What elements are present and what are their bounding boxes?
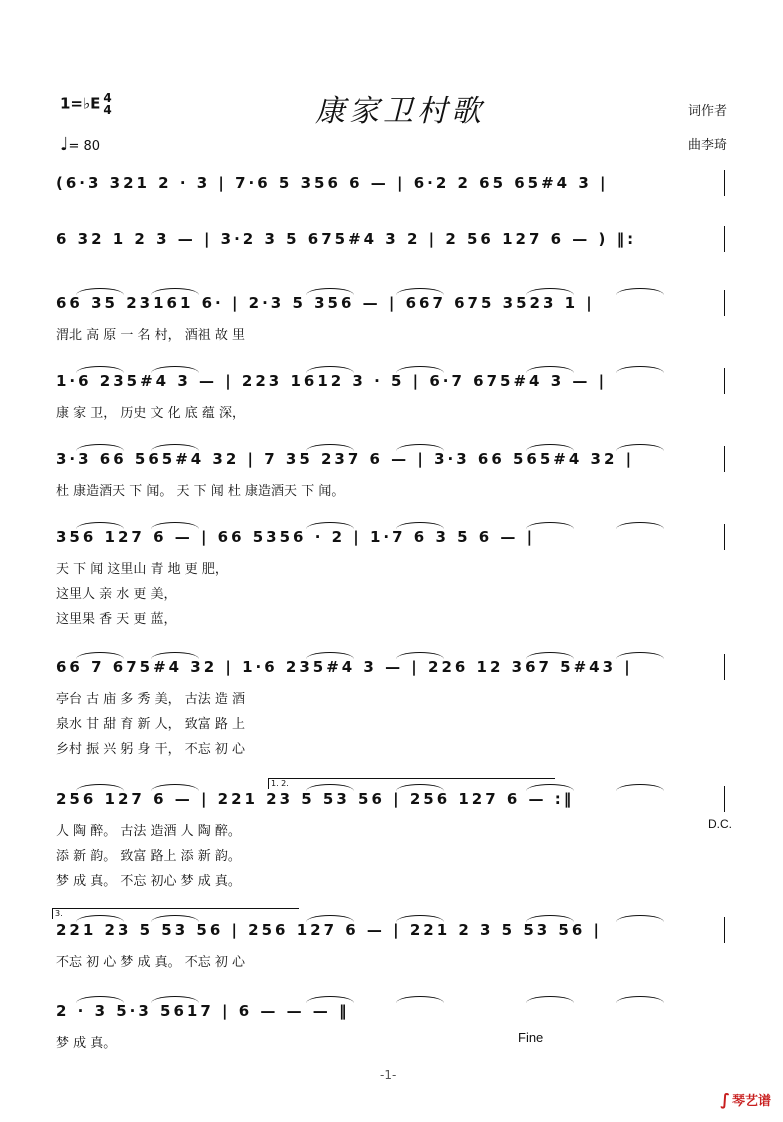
slur bbox=[76, 652, 124, 659]
lyric-line: 人 陶 醉。 古法 造酒 人 陶 醉。 bbox=[56, 824, 241, 839]
time-signature bbox=[103, 92, 111, 116]
lyric-line: 不忘 初 心 梦 成 真。 不忘 初 心 bbox=[56, 955, 246, 970]
barline bbox=[724, 654, 725, 680]
notation-line: 2 · 3 5·3 5617 | 6 — — — ‖ bbox=[56, 1002, 350, 1020]
slur bbox=[151, 444, 199, 451]
time-num: 4 bbox=[103, 91, 112, 105]
barline bbox=[724, 524, 725, 550]
volta-3 bbox=[52, 908, 299, 919]
lyric-line: 梦 成 真。 不忘 初心 梦 成 真。 bbox=[56, 874, 241, 889]
lyric-line: 天 下 闻 这里山 青 地 更 肥， bbox=[56, 562, 228, 577]
slur bbox=[151, 522, 199, 529]
volta-1-2 bbox=[268, 778, 555, 789]
lyric-line: 康 家 卫， 历史 文 化 底 蕴 深， bbox=[56, 406, 246, 421]
fine-marking: Fine bbox=[518, 1030, 544, 1045]
slur bbox=[526, 522, 574, 529]
system-3 bbox=[56, 294, 726, 374]
time-den: 4 bbox=[103, 103, 112, 117]
slur bbox=[151, 996, 199, 1003]
slur bbox=[526, 444, 574, 451]
key-signature bbox=[60, 92, 112, 116]
slur bbox=[616, 784, 664, 791]
notation-line: 6 32 1 2 3 — | 3·2 3 5 675#4 3 2 | 2 56 127 6 — ) ‖: bbox=[56, 230, 637, 248]
slur bbox=[151, 652, 199, 659]
slur bbox=[396, 444, 444, 451]
song-title: 康家卫村歌 bbox=[315, 94, 485, 129]
slur bbox=[396, 652, 444, 659]
logo-text: 琴艺谱 bbox=[731, 1094, 771, 1109]
system-6 bbox=[56, 528, 726, 627]
barline bbox=[724, 290, 725, 316]
barline bbox=[724, 446, 725, 472]
slur bbox=[396, 522, 444, 529]
slur bbox=[306, 996, 354, 1003]
lyric-line: 添 新 韵。 致富 路上 添 新 韵。 bbox=[56, 849, 241, 864]
slur bbox=[306, 444, 354, 451]
slur bbox=[616, 444, 664, 451]
site-logo bbox=[720, 1090, 771, 1109]
slur bbox=[396, 366, 444, 373]
slur bbox=[526, 288, 574, 295]
slur bbox=[526, 996, 574, 1003]
slur bbox=[396, 915, 444, 922]
lyric-line: 渭北 高 原 一 名 村， 酒祖 故 里 bbox=[56, 328, 246, 343]
lyric-line: 梦 成 真。 bbox=[56, 1036, 117, 1051]
notation-line: 256 127 6 — | 221 23 5 53 56 | 256 127 6 — :‖ bbox=[56, 790, 575, 808]
notation-line: (6·3 321 2 · 3 | 7·6 5 356 6 — | 6·2 2 65 65#4 3 | bbox=[56, 174, 609, 192]
key-label: 1=♭E bbox=[60, 94, 101, 113]
slur bbox=[616, 288, 664, 295]
barline bbox=[724, 368, 725, 394]
slur bbox=[616, 366, 664, 373]
lyricist: 词作者 bbox=[687, 104, 727, 119]
system-8 bbox=[56, 790, 726, 889]
barline bbox=[724, 170, 725, 196]
slur bbox=[76, 784, 124, 791]
system-5 bbox=[56, 450, 726, 530]
slur bbox=[306, 522, 354, 529]
lyric-line: 泉水 甘 甜 育 新 人， 致富 路 上 bbox=[56, 717, 246, 732]
notation-line: 356 127 6 — | 66 5356 · 2 | 1·7 6 3 5 6 — | bbox=[56, 528, 536, 546]
slur bbox=[76, 288, 124, 295]
volta-3-label: 3. bbox=[55, 909, 63, 918]
slur bbox=[151, 288, 199, 295]
slur bbox=[526, 652, 574, 659]
system-7 bbox=[56, 658, 726, 757]
dc-marking: D.C. bbox=[708, 817, 732, 831]
quarter-note-icon: ♩ bbox=[60, 134, 69, 155]
composer: 曲李琦 bbox=[687, 138, 727, 153]
system-4 bbox=[56, 372, 726, 452]
barline bbox=[724, 226, 725, 252]
slur bbox=[616, 915, 664, 922]
slur bbox=[616, 522, 664, 529]
lyric-line: 乡村 振 兴 躬 身 干， 不忘 初 心 bbox=[56, 742, 246, 757]
slur bbox=[616, 996, 664, 1003]
barline bbox=[724, 786, 725, 812]
barline bbox=[724, 917, 725, 943]
lyric-line: 这里果 香 天 更 蓝， bbox=[56, 612, 177, 627]
system-9 bbox=[56, 921, 726, 1001]
slur bbox=[151, 366, 199, 373]
tempo-value: = 80 bbox=[68, 139, 101, 154]
slur bbox=[76, 444, 124, 451]
lyric-line: 这里人 亲 水 更 美， bbox=[56, 587, 177, 602]
page-number: -1- bbox=[380, 1068, 397, 1082]
slur bbox=[526, 915, 574, 922]
lyric-line: 亭台 古 庙 多 秀 美， 古法 造 酒 bbox=[56, 692, 246, 707]
notation-line: 221 23 5 53 56 | 256 127 6 — | 221 2 3 5 53 56 | bbox=[56, 921, 603, 939]
slur bbox=[396, 996, 444, 1003]
notation-line: 66 35 23161 6· | 2·3 5 356 — | 667 675 3523 1 | bbox=[56, 294, 595, 312]
notation-line: 66 7 675#4 32 | 1·6 235#4 3 — | 226 12 367 5#43 | bbox=[56, 658, 633, 676]
slur bbox=[76, 366, 124, 373]
slur bbox=[306, 366, 354, 373]
notation-line: 1·6 235#4 3 — | 223 1612 3 · 5 | 6·7 675#4 3 — | bbox=[56, 372, 608, 390]
tempo bbox=[60, 134, 100, 155]
notation-line: 3·3 66 565#4 32 | 7 35 237 6 — | 3·3 66 565#4 32 | bbox=[56, 450, 635, 468]
slur bbox=[76, 522, 124, 529]
slur bbox=[151, 784, 199, 791]
slur bbox=[76, 996, 124, 1003]
slur bbox=[616, 652, 664, 659]
slur bbox=[306, 915, 354, 922]
slur bbox=[306, 652, 354, 659]
volta-1-2-label: 1. 2. bbox=[271, 779, 289, 788]
slur bbox=[306, 288, 354, 295]
slur bbox=[526, 366, 574, 373]
slur bbox=[396, 288, 444, 295]
lyric-line: 杜 康造酒天 下 闻。 天 下 闻 杜 康造酒天 下 闻。 bbox=[56, 484, 345, 499]
logo-icon: ∫ bbox=[720, 1090, 730, 1109]
